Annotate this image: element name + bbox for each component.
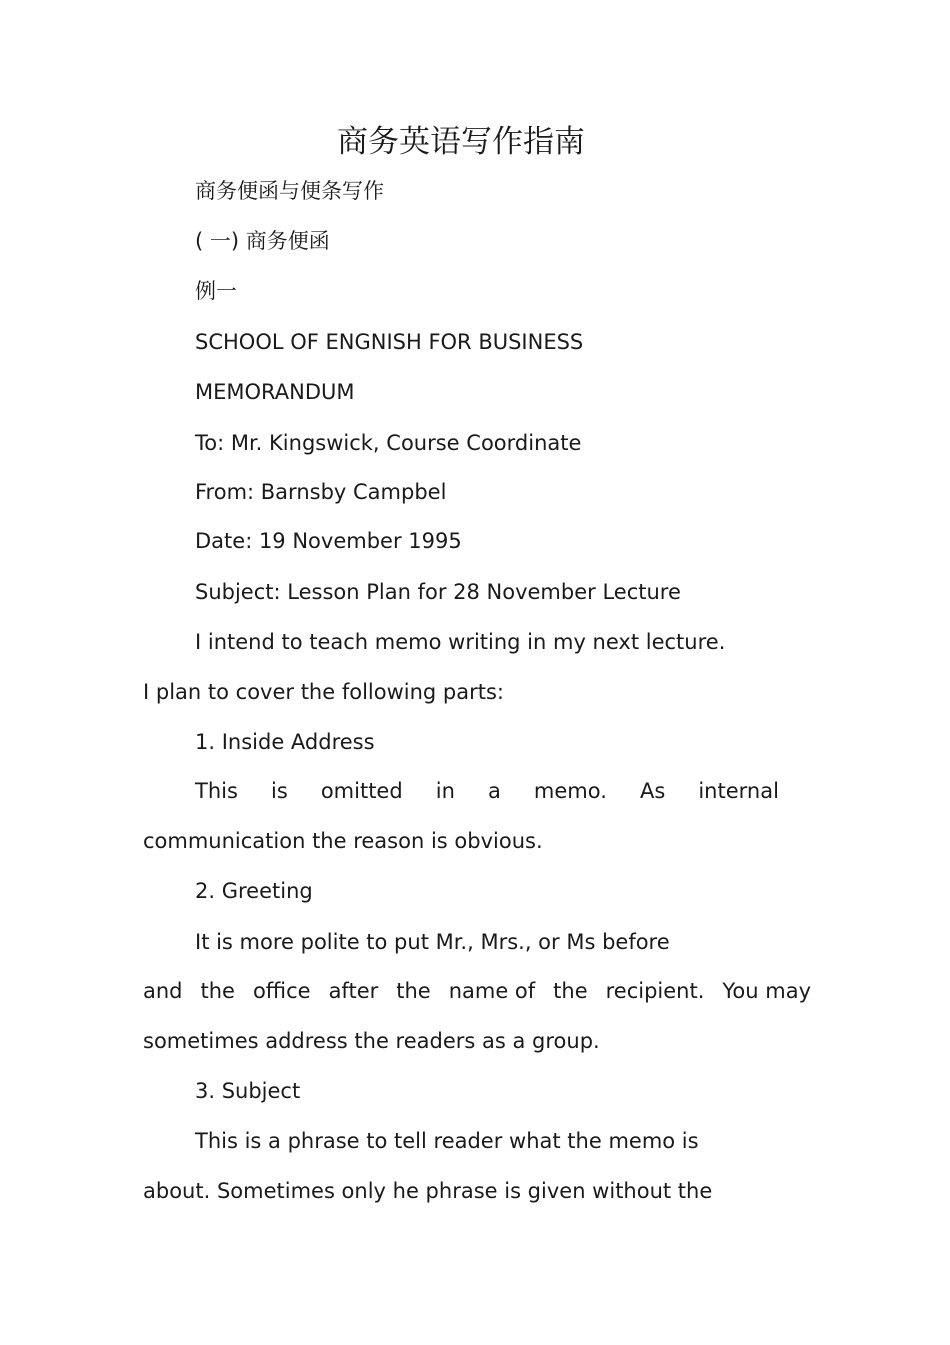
item-1-line-2: communication the reason is obvious. — [143, 829, 543, 853]
word: is — [270, 779, 288, 803]
word: after — [328, 979, 379, 1003]
memo-subject-line: Subject: Lesson Plan for 28 November Lecture — [195, 580, 681, 604]
memo-date-line: Date: 19 November 1995 — [195, 529, 462, 553]
word: As — [639, 779, 666, 803]
word: a — [487, 779, 501, 803]
word: in — [435, 779, 455, 803]
word: This — [195, 779, 238, 803]
section-heading: 商务便函与便条写作 — [195, 179, 384, 203]
item-2-heading: 2. Greeting — [195, 879, 313, 903]
memo-organization: SCHOOL OF ENGNISH FOR BUSINESS — [195, 330, 584, 354]
document-title: 商务英语写作指南 — [337, 124, 585, 160]
word: and — [143, 979, 183, 1003]
word: office — [252, 979, 311, 1003]
memo-to-line: To: Mr. Kingswick, Course Coordinate — [195, 431, 582, 455]
subsection-heading: ( 一) 商务便函 — [195, 229, 330, 253]
intro-line-1: I intend to teach memo writing in my next lecture. — [195, 630, 726, 654]
intro-line-2: I plan to cover the following parts: — [143, 680, 504, 704]
memo-type: MEMORANDUM — [195, 380, 355, 404]
item-2-justified-line — [143, 976, 811, 1006]
word: the — [200, 979, 235, 1003]
word: You may — [722, 979, 811, 1003]
item-1-justified-line — [195, 776, 779, 806]
item-2-line-3: sometimes address the readers as a group. — [143, 1029, 600, 1053]
word: memo. — [533, 779, 607, 803]
word: omitted — [320, 779, 403, 803]
word: name of — [448, 979, 536, 1003]
word: the — [553, 979, 588, 1003]
item-3-line-2: about. Sometimes only he phrase is given without the — [143, 1179, 713, 1203]
item-3-heading: 3. Subject — [195, 1079, 301, 1103]
example-label: 例一 — [195, 279, 237, 303]
word: the — [396, 979, 431, 1003]
item-2-line-1: It is more polite to put Mr., Mrs., or Ms before — [195, 930, 670, 954]
word: internal — [698, 779, 779, 803]
item-1-heading: 1. Inside Address — [195, 730, 375, 754]
memo-from-line: From: Barnsby Campbel — [195, 480, 447, 504]
item-3-line-1: This is a phrase to tell reader what the memo is — [195, 1129, 699, 1153]
word: recipient. — [605, 979, 705, 1003]
